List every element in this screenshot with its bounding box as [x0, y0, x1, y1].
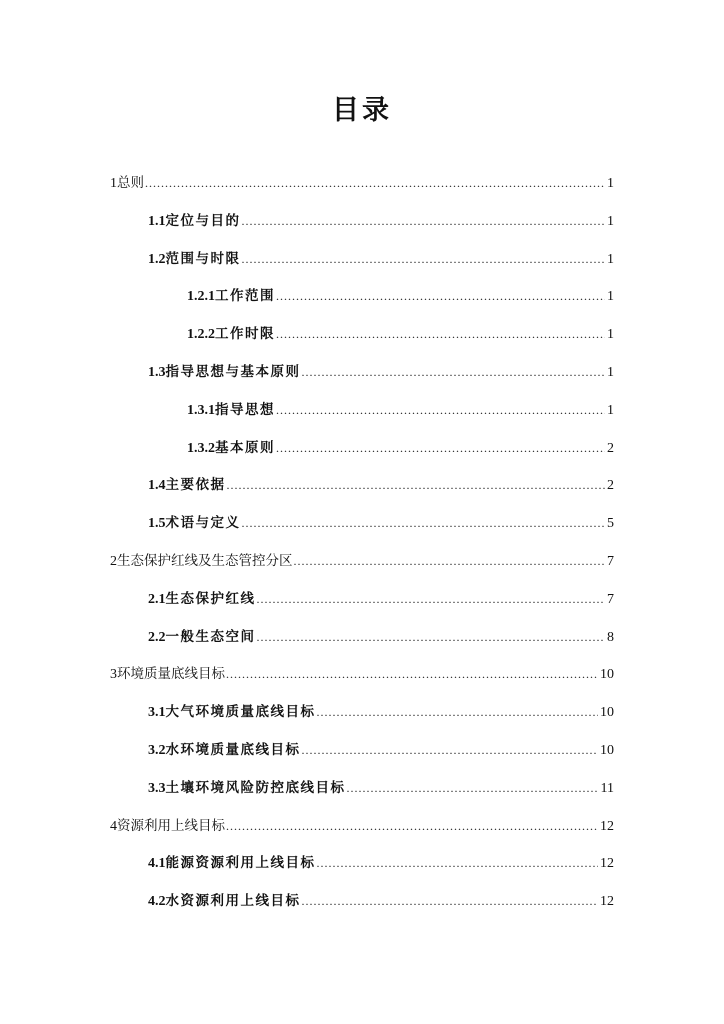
dot-leader	[226, 815, 598, 837]
toc-entry-number: 1.3	[148, 364, 166, 380]
toc-entry[interactable]	[110, 550, 614, 588]
toc-entry-number: 3	[110, 667, 117, 683]
toc-entry-number: 1.3.1	[187, 402, 215, 418]
toc-entry-page-number: 10	[600, 667, 614, 683]
dot-leader	[242, 210, 606, 232]
toc-entry-page-number: 12	[600, 818, 614, 834]
toc-entry[interactable]	[110, 172, 614, 210]
toc-entry[interactable]	[110, 285, 614, 323]
toc-entry-page-number: 1	[607, 289, 614, 305]
toc-entry[interactable]	[110, 248, 614, 286]
toc-entry-page-number: 1	[607, 251, 614, 267]
toc-entry-title: 指导思想与基本原则	[165, 363, 301, 380]
dot-leader	[242, 512, 606, 534]
dot-leader	[276, 399, 605, 421]
toc-entry-page-number: 12	[600, 856, 614, 872]
toc-entry-page-number: 1	[607, 327, 614, 343]
toc-entry-title: 水资源利用上线目标	[165, 893, 301, 910]
toc-entry-title: 总则	[117, 175, 144, 191]
toc-entry-title: 范围与时限	[165, 250, 241, 267]
toc-entry-number: 4.2	[148, 894, 166, 910]
dot-leader	[317, 701, 599, 723]
dot-leader	[294, 550, 606, 572]
toc-entry-title: 能源资源利用上线目标	[165, 855, 316, 872]
toc-entry-number: 4	[110, 818, 117, 834]
toc-entry-number: 3.2	[148, 742, 166, 758]
toc-entry[interactable]	[110, 663, 614, 701]
toc-entry-page-number: 2	[607, 440, 614, 456]
toc-entry-title: 水环境质量底线目标	[165, 741, 301, 758]
toc-entry[interactable]	[110, 361, 614, 399]
toc-entry-number: 1.2.2	[187, 327, 215, 343]
toc-entry[interactable]	[110, 701, 614, 739]
toc-entry-number: 2.2	[148, 629, 166, 645]
toc-entry-title: 环境质量底线目标	[117, 666, 225, 683]
toc-entry-page-number: 2	[607, 478, 614, 494]
toc-entry-title: 土壤环境风险防控底线目标	[165, 779, 346, 796]
toc-entry-number: 1.1	[148, 213, 166, 229]
dot-leader	[257, 588, 606, 610]
dot-leader	[276, 323, 605, 345]
toc-entry-page-number: 12	[600, 894, 614, 910]
toc-entry-title: 工作范围	[215, 288, 275, 305]
toc-entry[interactable]	[110, 474, 614, 512]
toc-entry-page-number: 5	[607, 516, 614, 532]
toc-entry[interactable]	[110, 739, 614, 777]
dot-leader	[145, 172, 605, 194]
toc-entry-number: 1.4	[148, 478, 166, 494]
toc-entry-page-number: 7	[607, 591, 614, 607]
toc-entry-number: 3.3	[148, 780, 166, 796]
table-of-contents	[110, 172, 614, 928]
dot-leader	[302, 890, 599, 912]
toc-entry-title: 定位与目的	[165, 212, 241, 229]
toc-entry-page-number: 1	[607, 213, 614, 229]
toc-entry-number: 4.1	[148, 856, 166, 872]
toc-entry[interactable]	[110, 890, 614, 928]
toc-entry-title: 资源利用上线目标	[117, 817, 225, 834]
toc-entry[interactable]	[110, 852, 614, 890]
toc-entry-number: 1.2	[148, 251, 166, 267]
dot-leader	[317, 852, 599, 874]
toc-entry-title: 主要依据	[165, 477, 226, 494]
dot-leader	[302, 361, 606, 383]
toc-entry-title: 指导思想	[215, 401, 275, 418]
dot-leader	[347, 777, 599, 799]
toc-entry-number: 1.3.2	[187, 440, 215, 456]
toc-entry-page-number: 10	[600, 742, 614, 758]
toc-entry-page-number: 7	[607, 553, 614, 569]
toc-entry-title: 大气环境质量底线目标	[165, 704, 316, 721]
toc-entry[interactable]	[110, 626, 614, 664]
dot-leader	[226, 663, 598, 685]
toc-entry[interactable]	[110, 437, 614, 475]
toc-entry-title: 生态保护红线	[165, 590, 256, 607]
toc-entry[interactable]	[110, 399, 614, 437]
toc-entry-title: 基本原则	[215, 439, 275, 456]
toc-entry-number: 3.1	[148, 705, 166, 721]
dot-leader	[276, 437, 605, 459]
toc-entry-title: 一般生态空间	[165, 628, 256, 645]
toc-entry-page-number: 8	[607, 629, 614, 645]
toc-entry-title: 工作时限	[215, 326, 275, 343]
toc-entry[interactable]	[110, 815, 614, 853]
toc-entry-title: 生态保护红线及生态管控分区	[117, 552, 293, 569]
toc-entry-title: 术语与定义	[165, 515, 241, 532]
toc-entry-page-number: 10	[600, 705, 614, 721]
toc-entry[interactable]	[110, 588, 614, 626]
dot-leader	[302, 739, 599, 761]
toc-entry-number: 1.5	[148, 516, 166, 532]
toc-entry-page-number: 11	[600, 780, 614, 796]
toc-entry-page-number: 1	[607, 176, 614, 191]
dot-leader	[257, 626, 606, 648]
dot-leader	[242, 248, 606, 270]
toc-entry-number: 1	[110, 176, 117, 191]
toc-entry-number: 2	[110, 553, 117, 569]
toc-entry[interactable]	[110, 512, 614, 550]
toc-entry[interactable]	[110, 777, 614, 815]
toc-entry-number: 2.1	[148, 591, 166, 607]
toc-entry-page-number: 1	[607, 402, 614, 418]
toc-entry[interactable]	[110, 323, 614, 361]
page-title: 目录	[332, 95, 392, 126]
toc-entry[interactable]	[110, 210, 614, 248]
dot-leader	[276, 285, 605, 307]
toc-entry-number: 1.2.1	[187, 289, 215, 305]
toc-entry-page-number: 1	[607, 364, 614, 380]
dot-leader	[227, 474, 606, 496]
